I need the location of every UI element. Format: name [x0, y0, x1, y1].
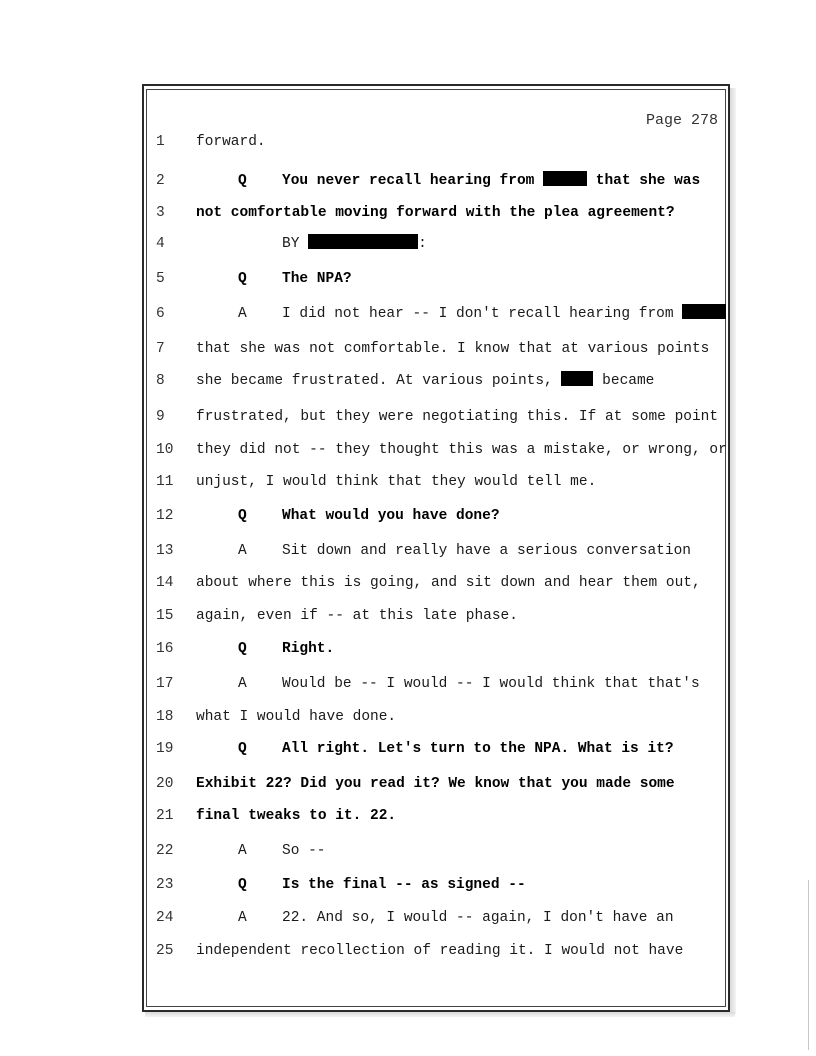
line-text: You never recall hearing from that she was — [282, 173, 701, 189]
transcript-line — [0, 840, 816, 862]
line-number: 25 — [156, 943, 174, 959]
line-text: So -- — [282, 843, 326, 859]
speaker-q: Q — [238, 641, 247, 657]
speaker-a: A — [238, 910, 247, 926]
line-number: 1 — [156, 134, 165, 150]
transcript-line — [0, 471, 816, 493]
transcript-line — [0, 540, 816, 562]
speaker-q: Q — [238, 271, 247, 287]
line-number: 21 — [156, 808, 174, 824]
transcript-line — [0, 233, 816, 255]
line-text: Exhibit 22? Did you read it? We know that you made some — [196, 776, 675, 792]
line-text: final tweaks to it. 22. — [196, 808, 397, 824]
line-text: that she was not comfortable. I know that at various points — [196, 341, 710, 357]
speaker-a: A — [238, 543, 247, 559]
scan-edge-line — [808, 880, 809, 1050]
line-number: 23 — [156, 877, 174, 893]
line-text: Right. — [282, 641, 335, 657]
speaker-a: A — [238, 306, 247, 322]
line-number: 14 — [156, 575, 174, 591]
transcript-line — [0, 773, 816, 795]
speaker-a: A — [238, 843, 247, 859]
line-text: Sit down and really have a serious conversation — [282, 543, 691, 559]
speaker-a: A — [238, 676, 247, 692]
transcript-line — [0, 406, 816, 428]
line-text: Is the final -- as signed -- — [282, 877, 526, 893]
line-number: 22 — [156, 843, 174, 859]
speaker-q: Q — [238, 173, 247, 189]
transcript-line — [0, 370, 816, 392]
transcript-line — [0, 338, 816, 360]
line-number: 20 — [156, 776, 174, 792]
line-number: 7 — [156, 341, 165, 357]
line-text: not comfortable moving forward with the plea agreement? — [196, 205, 675, 221]
line-text: 22. And so, I would -- again, I don't have an — [282, 910, 674, 926]
line-number: 13 — [156, 543, 174, 559]
speaker-q: Q — [238, 877, 247, 893]
line-number: 4 — [156, 236, 165, 252]
line-number: 18 — [156, 709, 174, 725]
line-text: frustrated, but they were negotiating this. If at some point — [196, 409, 719, 425]
page-shadow-bottom — [145, 1012, 735, 1017]
line-text: I did not hear -- I don't recall hearing from — [282, 303, 726, 325]
transcript-line — [0, 439, 816, 461]
line-text: unjust, I would think that they would tell me. — [196, 474, 597, 490]
line-text: what I would have done. — [196, 709, 397, 725]
transcript-line — [0, 940, 816, 962]
transcript-line — [0, 805, 816, 827]
page-number: Page 278 — [645, 112, 718, 129]
transcript-line — [0, 706, 816, 728]
line-number: 6 — [156, 306, 165, 322]
line-number: 5 — [156, 271, 165, 287]
speaker-q: Q — [238, 741, 247, 757]
line-text: forward. — [196, 134, 266, 150]
speaker-q: Q — [238, 508, 247, 524]
line-number: 19 — [156, 741, 174, 757]
line-number: 9 — [156, 409, 165, 425]
redaction-block — [682, 304, 726, 319]
line-text: about where this is going, and sit down and hear them out, — [196, 575, 701, 591]
transcript-line — [0, 170, 816, 192]
line-text: she became frustrated. At various points, became — [196, 373, 655, 389]
line-number: 8 — [156, 373, 165, 389]
transcript-line — [0, 874, 816, 896]
transcript-line — [0, 638, 816, 660]
line-number: 3 — [156, 205, 165, 221]
redaction-block — [308, 234, 418, 249]
line-text: All right. Let's turn to the NPA. What is it? — [282, 741, 674, 757]
line-number: 15 — [156, 608, 174, 624]
line-number: 17 — [156, 676, 174, 692]
transcript-line — [0, 673, 816, 695]
transcript-line — [0, 605, 816, 627]
redaction-block — [543, 171, 587, 186]
transcript-line — [0, 738, 816, 760]
line-text: BY : — [282, 236, 427, 252]
redaction-block — [561, 371, 593, 386]
line-number: 2 — [156, 173, 165, 189]
transcript-line — [0, 268, 816, 290]
line-number: 11 — [156, 474, 174, 490]
transcript-line — [0, 131, 816, 153]
transcript-line — [0, 907, 816, 929]
line-text: The NPA? — [282, 271, 352, 287]
transcript-line — [0, 303, 816, 325]
line-number: 24 — [156, 910, 174, 926]
transcript-line — [0, 505, 816, 527]
line-text: Would be -- I would -- I would think that that's — [282, 676, 700, 692]
line-number: 12 — [156, 508, 174, 524]
transcript-line — [0, 202, 816, 224]
line-text: independent recollection of reading it. I would not have — [196, 943, 684, 959]
line-number: 16 — [156, 641, 174, 657]
line-number: 10 — [156, 442, 174, 458]
line-text: again, even if -- at this late phase. — [196, 608, 518, 624]
line-text: they did not -- they thought this was a mistake, or wrong, or — [196, 442, 727, 458]
line-text: What would you have done? — [282, 508, 500, 524]
transcript-line — [0, 572, 816, 594]
